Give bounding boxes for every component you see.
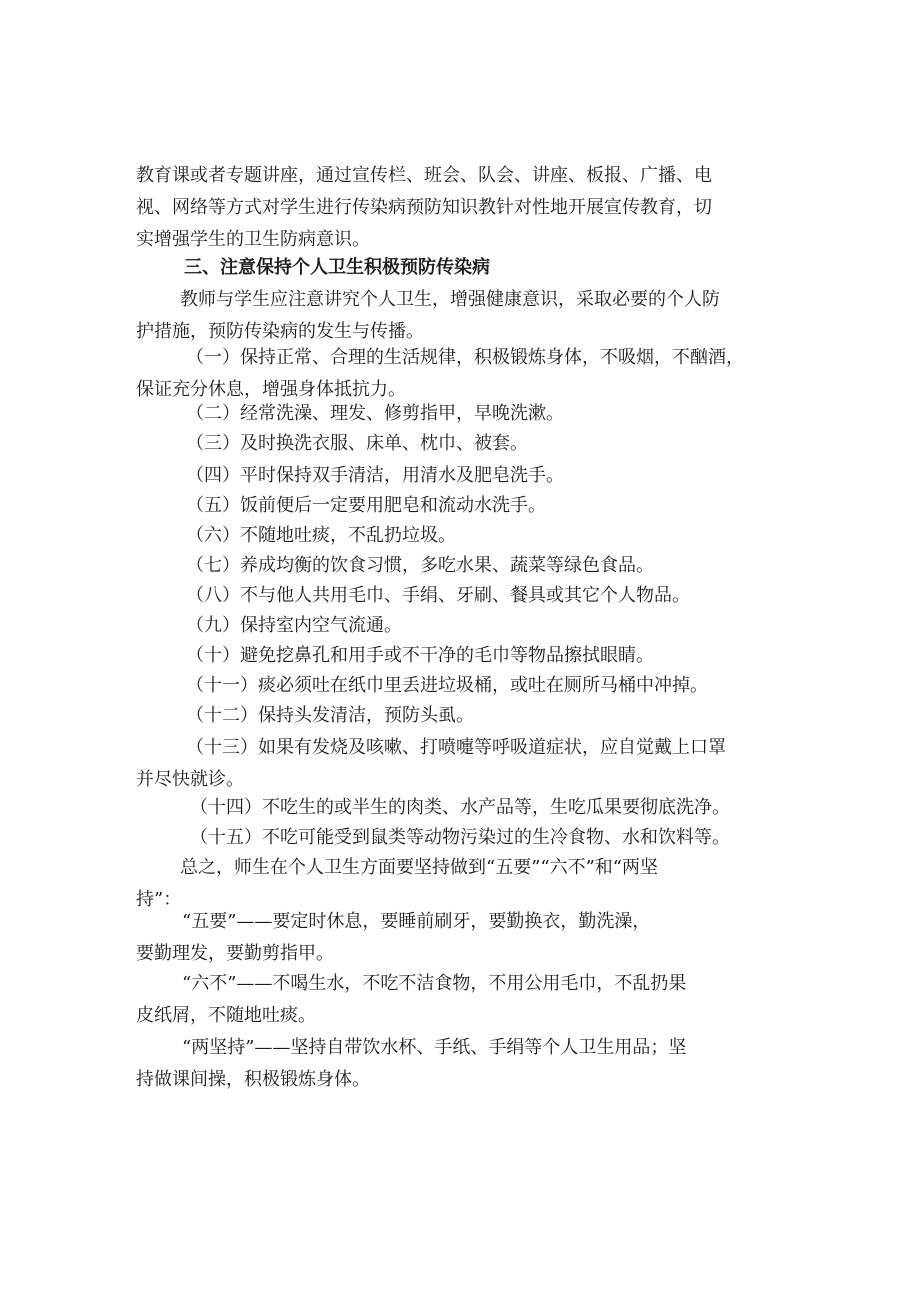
paragraph-line: 要勤理发，要勤剪指甲。 — [136, 943, 334, 964]
paragraph-line: 持”： — [136, 889, 182, 910]
paragraph-line: 教育课或者专题讲座，通过宣传栏、班会、队会、讲座、板报、广播、电 — [136, 165, 712, 186]
paragraph-line: 总之，师生在个人卫生方面要坚持做到“五要”“六不”和“两坚 — [180, 857, 659, 878]
lead-paragraph — [136, 284, 720, 348]
paragraph-line: 护措施，预防传染病的发生与传播。 — [136, 321, 424, 342]
list-item-line: 保证充分休息，增强身体抵抗力。 — [136, 379, 406, 400]
paragraph-line: 实增强学生的卫生防病意识。 — [136, 229, 370, 250]
paragraph-line: 视、网络等方式对学生进行传染病预防知识教针对性地开展宣传教育，切 — [136, 197, 712, 218]
section-heading: 三、注意保持个人卫生积极预防传染病 — [184, 257, 490, 278]
intro-paragraph — [136, 160, 712, 256]
list-item-1 — [136, 342, 744, 406]
paragraph-line: “两坚持”——坚持自带饮水杯、手纸、手绢等个人卫生用品；坚 — [182, 1037, 687, 1058]
list-item-13 — [136, 732, 726, 796]
list-item-11: （十一）痰必须吐在纸巾里丢进垃圾桶，或吐在厕所马桶中冲掉。 — [186, 675, 708, 696]
list-item-line: （一）保持正常、合理的生活规律，积极锻炼身体，不吸烟，不酗酒， — [186, 347, 744, 368]
paragraph-line: “五要”——要定时休息，要睡前刷牙，要勤换衣，勤洗澡， — [182, 911, 651, 932]
list-item-5: （五）饭前便后一定要用肥皂和流动水洗手。 — [186, 495, 546, 516]
list-item-15: （十五）不吃可能受到鼠类等动物污染过的生冷食物、水和饮料等。 — [190, 827, 730, 848]
six-donts-paragraph — [136, 968, 686, 1032]
list-item-2: （二）经常洗澡、理发、修剪指甲，早晚洗漱。 — [186, 403, 564, 424]
list-item-line: 并尽快就诊。 — [136, 769, 244, 790]
two-persists-paragraph — [136, 1032, 686, 1096]
list-item-9: （九）保持室内空气流通。 — [186, 615, 402, 636]
list-item-4: （四）平时保持双手清洁，用清水及肥皂洗手。 — [186, 465, 564, 486]
list-item-6: （六）不随地吐痰，不乱扔垃圾。 — [186, 525, 456, 546]
five-musts-paragraph — [136, 906, 650, 970]
list-item-7: （七）养成均衡的饮食习惯，多吃水果、蔬菜等绿色食品。 — [186, 555, 654, 576]
list-item-8: （八）不与他人共用毛巾、手绢、牙刷、餐具或其它个人物品。 — [186, 585, 690, 606]
list-item-12: （十二）保持头发清洁，预防头虱。 — [186, 705, 474, 726]
list-item-line: （十三）如果有发烧及咳嗽、打喷嚏等呼吸道症状，应自觉戴上口罩 — [186, 737, 726, 758]
paragraph-line: 皮纸屑，不随地吐痰。 — [136, 1005, 316, 1026]
list-item-3: （三）及时换洗衣服、床单、枕巾、被套。 — [186, 433, 528, 454]
list-item-10: （十）避免挖鼻孔和用手或不干净的毛巾等物品擦拭眼睛。 — [186, 645, 654, 666]
paragraph-line: 教师与学生应注意讲究个人卫生，增强健康意识，采取必要的个人防 — [180, 289, 720, 310]
paragraph-line: “六不”——不喝生水，不吃不洁食物，不用公用毛巾，不乱扔果 — [182, 973, 687, 994]
paragraph-line: 持做课间操，积极锻炼身体。 — [136, 1069, 370, 1090]
list-item-14: （十四）不吃生的或半生的肉类、水产品等，生吃瓜果要彻底洗净。 — [190, 797, 730, 818]
